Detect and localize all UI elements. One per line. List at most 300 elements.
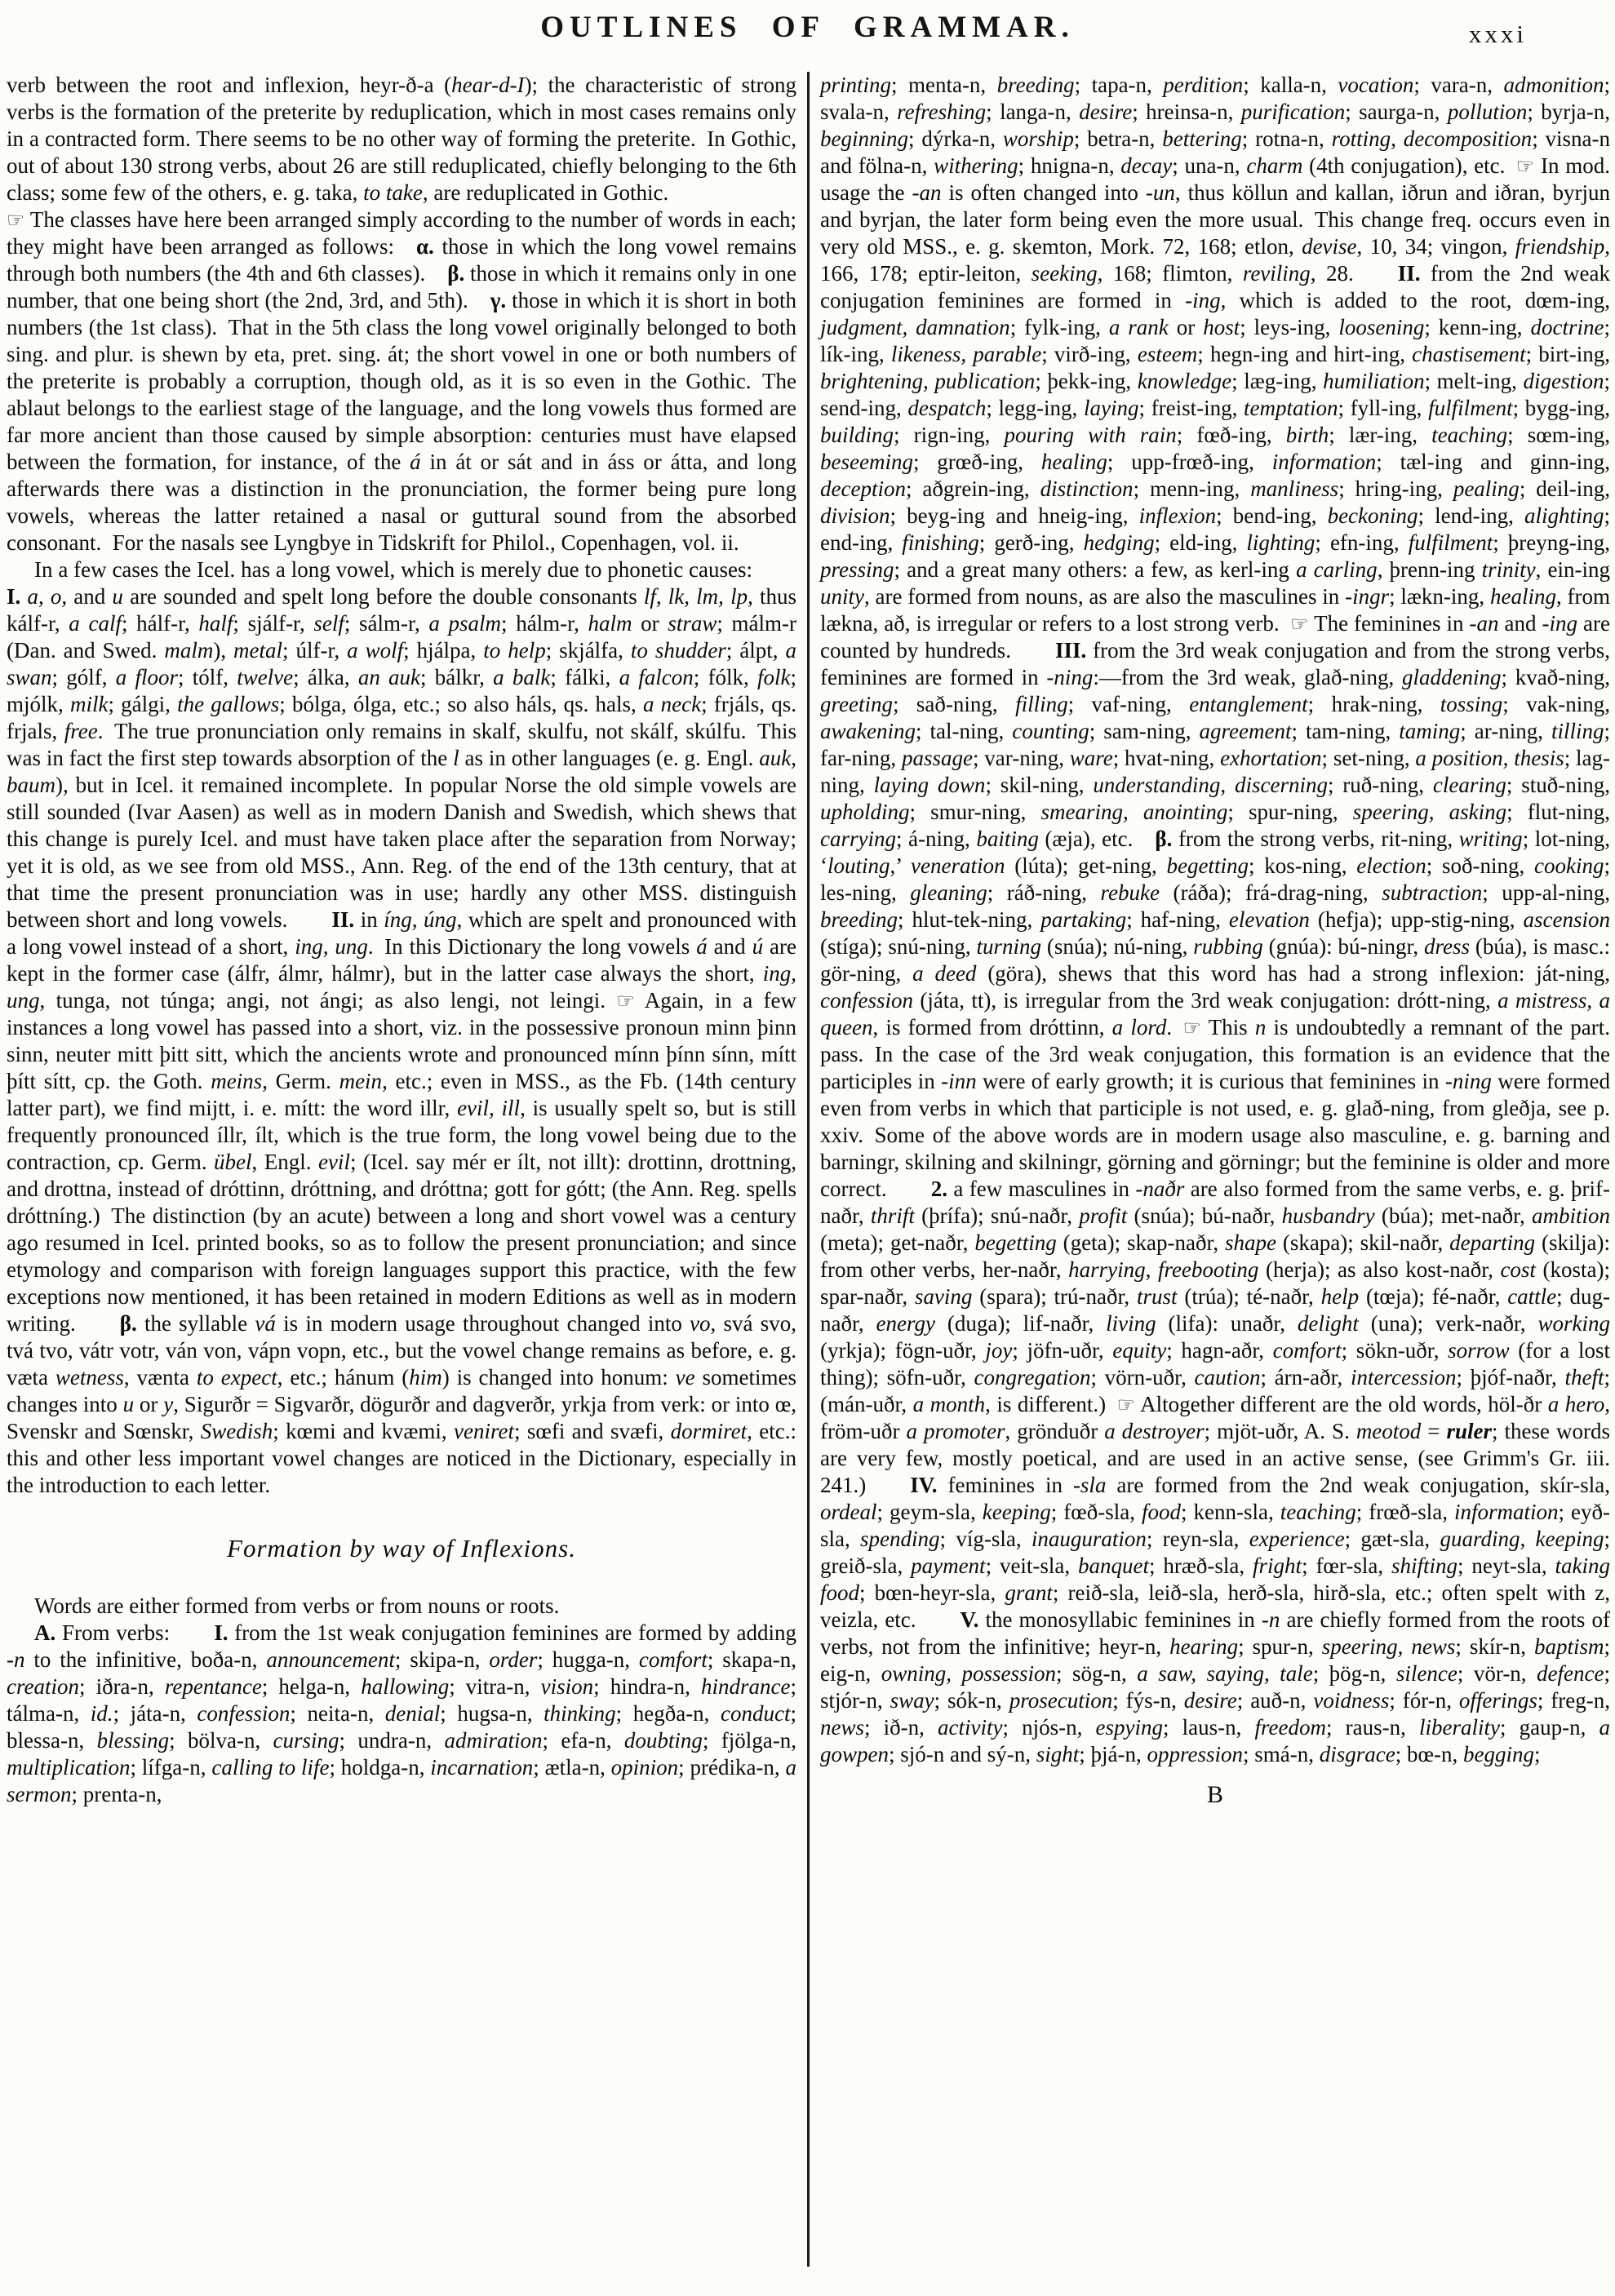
text-run: ; flut-ning,	[1506, 800, 1610, 824]
text-run: ; svala-n,	[820, 73, 1610, 124]
paragraph-classes-note	[7, 206, 796, 556]
text-run: comfort	[1272, 1338, 1342, 1363]
text-run: ; sœfi and svæfi,	[513, 1419, 671, 1443]
text-run: ing, ung	[7, 961, 796, 1013]
text-run: , etc.; even in MSS., as the Fb. (14th century latter part), we find mijtt, i. e. mítt: the word illr,	[7, 1069, 796, 1120]
text-run: Swedish	[200, 1419, 273, 1443]
text-run: healing	[1489, 584, 1556, 609]
text-run: ; mjöt-uðr, A. S.	[1204, 1419, 1356, 1443]
text-run: (æja), etc.	[1038, 827, 1156, 851]
text-run: hear-d-I	[451, 73, 525, 97]
text-run: , svá svo, tvá tvo, vátr votr, ván von, vápn vopn, etc., but the vowel change remains as before, e. g. væta	[7, 1311, 796, 1390]
text-run: ; laus-n,	[1163, 1715, 1255, 1740]
text-run: the monosyllabic feminines in	[978, 1607, 1262, 1632]
text-run: digestion	[1523, 369, 1604, 393]
text-run: ;	[1533, 1742, 1541, 1766]
text-run: a month	[912, 1392, 986, 1416]
text-run: ; langa-n,	[986, 100, 1080, 124]
text-run: espying	[1095, 1715, 1163, 1740]
text-run: harrying, freebooting	[1068, 1257, 1259, 1282]
text-run: ; betra-n,	[1073, 126, 1163, 151]
text-run: á	[696, 934, 708, 959]
text-run: , tunga, not túnga; angi, not ángi; as also lengi, not leingi.	[39, 988, 617, 1013]
text-run: husbandry	[1281, 1203, 1375, 1228]
text-run: charm	[1246, 153, 1303, 178]
text-run: hedging	[1083, 530, 1155, 555]
text-run: This	[1201, 1015, 1255, 1039]
text-run: evil, ill	[457, 1096, 521, 1120]
text-run: (ráða); frá-drag-ning,	[1160, 880, 1382, 905]
text-run: profit	[1079, 1203, 1128, 1228]
paragraph-words-intro	[7, 1593, 796, 1620]
text-run: ; sökn-uðr,	[1341, 1338, 1449, 1363]
text-run: -an	[1469, 611, 1499, 636]
text-run: übel	[214, 1150, 252, 1174]
text-run: fulfilment	[1428, 396, 1513, 420]
text-run: ; bœ-n,	[1395, 1742, 1463, 1766]
text-run: ; vörn-uðr,	[1090, 1365, 1195, 1390]
text-run: ; þekk-ing,	[1035, 369, 1138, 393]
text-run: taking food	[820, 1554, 1610, 1605]
text-run: help	[1320, 1284, 1360, 1309]
text-run: speering, asking	[1352, 800, 1507, 824]
text-run: ; fyll-ing,	[1338, 396, 1429, 420]
text-run: In a few cases the Icel. has a long vowel, which is merely due to phonetic causes:	[34, 557, 796, 582]
text-run: alighting	[1524, 503, 1604, 528]
text-run: reviling	[1242, 261, 1311, 286]
text-run: ; hnigna-n,	[1018, 153, 1121, 178]
text-run: rebuke	[1100, 880, 1160, 905]
text-run: information	[1453, 1500, 1559, 1524]
text-run: -un	[1145, 180, 1175, 205]
text-run: , thus köllun and kallan, iðrun and iðran, byrjun and byrjan, the later form being even the more usual. This change freq. occurs even in very old MSS., e. g. skemton, Mork. 72, 168; etlon,	[820, 180, 1610, 259]
text-run: ; eig-n,	[820, 1634, 1611, 1686]
text-run: The feminines in	[1308, 611, 1470, 636]
text-run: ; efa-n,	[542, 1728, 624, 1753]
text-columns	[7, 72, 1610, 2296]
text-run: ; vara-n,	[1413, 73, 1504, 97]
text-run: ; end-ing,	[820, 503, 1610, 555]
text-run: worship	[1002, 126, 1074, 151]
text-run: baptism	[1533, 1634, 1604, 1659]
text-run: -ingr	[1345, 584, 1390, 609]
text-run: ; málm-r (Dan. and Swed.	[7, 611, 796, 663]
text-run: ; hjálpa,	[403, 638, 484, 663]
text-run: a balk	[493, 665, 551, 689]
text-run: (göra), shews that this word has had a strong inflexion: ját-ning,	[976, 961, 1610, 986]
text-run: a mistress, a queen	[820, 988, 1611, 1039]
text-run: multiplication	[7, 1755, 131, 1780]
text-run: milk	[69, 692, 109, 716]
text-run: as in other languages (e. g. Engl.	[459, 746, 760, 770]
text-run: metal	[233, 638, 283, 663]
text-run: ; bygg-ing,	[1512, 396, 1611, 420]
text-run: ; tam-ning,	[1291, 719, 1400, 743]
text-run: ; prenta-n,	[71, 1782, 162, 1806]
text-run: ),	[213, 638, 234, 663]
text-run: ; hálf-r,	[121, 611, 199, 636]
text-run: ; dug-naðr,	[820, 1284, 1610, 1336]
text-run: ; veit-sla,	[985, 1554, 1079, 1578]
text-run: rubbing	[1193, 934, 1263, 959]
text-run: ; raus-n,	[1326, 1715, 1419, 1740]
text-run: loosening	[1338, 315, 1425, 339]
text-run: ; lífga-n,	[130, 1755, 212, 1780]
text-run: inflexion	[1138, 503, 1217, 528]
text-run: -sla	[1072, 1473, 1107, 1497]
text-run: bettering	[1162, 126, 1242, 151]
text-run: a swan	[7, 638, 796, 689]
text-run: cursing	[273, 1728, 339, 1753]
text-run: likeness, parable	[890, 342, 1042, 366]
text-run: ; sók-n,	[934, 1688, 1009, 1713]
text-run: are formed from the 2nd weak conjugation, skír-sla,	[1106, 1473, 1610, 1497]
text-run: blessing	[96, 1728, 170, 1753]
text-run: ; kalla-n,	[1243, 73, 1338, 97]
text-run: ; tæl-ing and ginn-ing,	[1376, 450, 1611, 474]
text-run: ; álpt,	[725, 638, 786, 663]
text-run: , is formed from dróttinn,	[872, 1015, 1112, 1039]
text-run: are counted by hundreds.	[820, 611, 1611, 663]
text-run: ); the characteristic of strong verbs is the formation of the preterite by reduplication, which in most cases remains only in a contracted form. There seems to be no other way of forming the preterite. In Gothic, out of about 130 strong verbs, about 26 are still reduplicated, chiefly belonging to the 6th class; some few of the others, e. g. taka,	[7, 73, 796, 205]
text-run: ) is changed into honum:	[441, 1365, 676, 1390]
text-run: dormiret	[670, 1419, 748, 1443]
text-run: ; hræð-sla,	[1149, 1554, 1253, 1578]
text-run: veniret	[453, 1419, 514, 1443]
text-run: (4th conjugation), etc.	[1302, 153, 1516, 178]
text-run: begetting	[974, 1230, 1057, 1255]
text-run: (tœja); fé-naðr,	[1359, 1284, 1508, 1309]
text-run: , 28.	[1310, 261, 1398, 286]
text-run: doubting	[623, 1728, 703, 1753]
text-run: banquet	[1078, 1554, 1150, 1578]
text-run: ; reyn-sla,	[1146, 1527, 1249, 1551]
text-run: , are reduplicated in Gothic.	[422, 180, 669, 205]
text-run: , Engl.	[251, 1150, 318, 1174]
text-run: tilling	[1551, 719, 1604, 743]
text-run: ; ráð-ning,	[987, 880, 1101, 905]
text-run: creation	[7, 1674, 79, 1699]
text-run: ; bölva-n,	[169, 1728, 273, 1753]
text-run: ; lag-ning,	[820, 746, 1611, 797]
text-run: mein	[339, 1069, 383, 1093]
text-run: , from lækna, að, is irregular or refers to a lost strong verb.	[820, 584, 1611, 636]
text-run: ; reið-sla, leið-sla, herð-sla, hirð-sla, etc.; often spelt with z, veizla, etc.	[820, 1580, 1610, 1632]
text-run: greeting	[820, 692, 893, 716]
text-run: ; virð-ing,	[1041, 342, 1138, 366]
text-run: a neck	[642, 692, 702, 716]
text-run: ; kvað-ning,	[1501, 665, 1611, 689]
text-run: pressing	[820, 557, 894, 582]
text-run: announcement	[266, 1647, 395, 1672]
text-run: and	[707, 934, 752, 959]
text-run: brightening, publication	[820, 369, 1036, 393]
text-run: sorrow	[1448, 1338, 1510, 1363]
text-run: ; haf-ning,	[1126, 907, 1229, 932]
text-run: , grönduðr	[1005, 1419, 1105, 1443]
text-run: sometimes changes into	[7, 1365, 796, 1416]
text-run: ; (mán-uðr,	[820, 1365, 1610, 1416]
text-run: ware	[1069, 746, 1113, 770]
text-run: vá	[255, 1311, 276, 1336]
text-run: or	[632, 611, 668, 636]
text-run: ; bœn-heyr-sla,	[859, 1580, 1005, 1605]
text-run: (una); verk-naðr,	[1358, 1311, 1538, 1336]
text-run: esteem	[1137, 342, 1198, 366]
text-run: ; mjólk,	[7, 665, 796, 716]
text-run: á	[410, 450, 421, 474]
text-run: intercession	[1351, 1365, 1457, 1390]
text-run: ruler	[1446, 1419, 1493, 1443]
text-run: ; ruð-ning,	[1327, 773, 1433, 797]
text-run: baiting	[976, 827, 1039, 851]
manicule-icon: ☞	[616, 989, 635, 1013]
text-run: gleaning	[910, 880, 987, 905]
text-run: ; these words are very few, mostly poetical, and are used in an active sense, (see Grimm's Gr. iii. 241.)	[820, 1419, 1611, 1497]
text-run: hearing	[1169, 1634, 1239, 1659]
text-run: (hefja); upp-stig-ning,	[1309, 907, 1524, 932]
text-run: cooking	[1533, 853, 1604, 878]
text-run: ; menn-ing,	[1133, 476, 1251, 501]
text-run: saving	[914, 1284, 973, 1309]
text-run: a saw, saying, tale	[1137, 1661, 1313, 1686]
text-run: , which are spelt and pronounced with a long vowel instead of a short,	[7, 907, 796, 959]
text-run: ; una-n,	[1172, 153, 1247, 178]
text-run: a destroyer	[1104, 1419, 1205, 1443]
text-run: γ.	[490, 288, 507, 312]
text-run: ; upp-al-ning,	[1482, 880, 1610, 905]
text-run: a falcon	[619, 665, 694, 689]
text-run: equity	[1112, 1338, 1167, 1363]
text-run: confession	[197, 1701, 291, 1726]
text-run: ; lot-ning, ‘	[820, 827, 1610, 878]
text-run: ; freist-ing,	[1138, 396, 1245, 420]
text-run: , vænta	[123, 1365, 197, 1390]
text-run: -an	[912, 180, 942, 205]
text-run: counting	[1012, 719, 1089, 743]
text-run: a, o,	[27, 584, 68, 609]
text-run: knowledge	[1137, 369, 1232, 393]
text-run: printing	[820, 73, 892, 97]
text-run: ; saurga-n,	[1345, 100, 1448, 124]
text-run: freedom	[1254, 1715, 1326, 1740]
text-run: fright	[1253, 1554, 1302, 1578]
text-run: II.	[331, 907, 355, 932]
text-run: temptation	[1244, 396, 1338, 420]
text-run: shifting	[1391, 1554, 1458, 1578]
text-run: (gnúa): bú-ningr,	[1262, 934, 1424, 959]
text-run: begging	[1462, 1742, 1534, 1766]
text-run: ; gálgi,	[108, 692, 178, 716]
text-run: (búa), is masc.: gör-ning,	[820, 934, 1611, 986]
text-run: , is different.)	[985, 1392, 1117, 1416]
text-run: are chiefly formed from the roots of verbs, not from the infinitive; heyr-n,	[820, 1607, 1610, 1659]
text-run: ; efn-ing,	[1315, 530, 1409, 555]
text-run: conduct	[721, 1701, 791, 1726]
page-number: xxxi	[1468, 20, 1527, 48]
text-run: in át or sát and in áss or átta, and long afterwards there was a distinction in the pronunciation, the former being pure long vowels, whereas the latter retained a nasal or guttural sound from the absorbed consonant. For the nasals see Lyngbye in Tidskrift for Philol., Copenhagen, vol. ii.	[7, 450, 796, 555]
text-run: (duga); lif-naðr,	[934, 1311, 1107, 1336]
text-run: ; rign-ing,	[894, 423, 1005, 447]
text-run: Words are either formed from verbs or from nouns or roots.	[34, 1593, 560, 1618]
text-run: Altogether different are the old words, höl-ðr	[1135, 1392, 1548, 1416]
text-run: ; var-ning,	[972, 746, 1070, 770]
text-run: ; sjálf-r,	[233, 611, 314, 636]
text-run: from the 1st weak conjugation feminines are formed by adding	[228, 1620, 796, 1645]
text-run: turning	[976, 934, 1041, 959]
text-run: thinking	[544, 1701, 616, 1726]
text-run: ; álka,	[293, 665, 358, 689]
text-run: ; fjölga-n,	[702, 1728, 797, 1753]
text-run: theft	[1564, 1365, 1604, 1390]
text-run: ), but in Icel. it remained incomplete. In popular Norse the old simple vowels are still sounded (Ivar Aasen) as well as in modern Danish and Swedish, which shews that this change is purely Icel. and must have taken place after the separation from Norway; yet it is old, as we see from old MSS., Ann. Reg. of the end of the 13th century, that at that time the present pronunciation was in use; hardly any other MSS. distinguish between short and long vowels.	[7, 773, 796, 932]
text-run: those in which it is short in both numbers (the 1st class). That in the 5th class the long vowel originally belonged to both sing. and plur. is shewn by eta, pret. sing. át; the short vowel in one or both numbers of the preterite is probably a corruption, though old, as it is so even in the Gothic. The ablaut belongs to the earliest stage of the language, and the long vowels thus formed are far more ancient than those caused by simple absorption: centuries must have elapsed between the formation, for instance, of the	[7, 288, 796, 474]
text-run: to the infinitive, boða-n,	[24, 1647, 267, 1672]
text-run: ; hreinsa-n,	[1132, 100, 1241, 124]
text-run: self	[313, 611, 344, 636]
text-run: passage	[901, 746, 973, 770]
text-run: ; freg-n,	[1537, 1688, 1611, 1713]
text-run: ; upp-frœð-ing,	[1107, 450, 1272, 474]
text-run: (for a lost thing); söfn-uðr,	[820, 1338, 1611, 1390]
text-run: a gowpen	[820, 1715, 1610, 1766]
text-run: (spara); trú-naðr,	[972, 1284, 1137, 1309]
text-run: ; kœmi and kvæmi,	[273, 1419, 454, 1443]
text-run: malm	[164, 638, 214, 663]
text-run: from the strong verbs, rit-ning,	[1172, 827, 1459, 851]
text-run: breeding	[996, 73, 1075, 97]
text-run: agreement	[1199, 719, 1292, 743]
text-run: ; bálkr,	[420, 665, 494, 689]
text-run: ; ið-n,	[864, 1715, 938, 1740]
text-run: ; árn-aðr,	[1260, 1365, 1351, 1390]
text-run: (geta); skap-naðr,	[1056, 1230, 1225, 1255]
text-run: ; fœð-sla,	[1050, 1500, 1142, 1524]
text-run: (lúta); get-ning,	[1005, 853, 1167, 878]
text-run: ; helga-n,	[261, 1674, 362, 1699]
text-run: ; kos-ning,	[1248, 853, 1357, 878]
text-run: ; vaf-ning,	[1067, 692, 1190, 716]
text-run: entanglement	[1189, 692, 1308, 716]
text-run: upholding	[820, 800, 910, 824]
text-run: Formation by way of Inflexions.	[227, 1534, 576, 1562]
text-run: ; birt-ing,	[1525, 342, 1610, 366]
text-run: cattle	[1507, 1284, 1557, 1309]
text-run: joy	[985, 1338, 1013, 1363]
text-run: were of early growth; it is curious that feminines in	[976, 1069, 1445, 1093]
manicule-icon: ☞	[1290, 612, 1309, 636]
text-run: , fröm-uðr	[820, 1392, 1610, 1443]
text-run: ; visna-n and fölna-n,	[820, 126, 1610, 178]
text-run: β.	[119, 1311, 137, 1336]
text-run: , þrenn-ing	[1377, 557, 1482, 582]
text-run: ; smur-ning,	[909, 800, 1041, 824]
text-run: the gallows	[177, 692, 280, 716]
text-run: ; auð-n,	[1236, 1688, 1314, 1713]
text-run: keeping	[982, 1500, 1051, 1524]
text-run: From verbs:	[55, 1620, 215, 1645]
text-run: (snúa); nú-ning,	[1040, 934, 1194, 959]
text-run: calling to life	[211, 1755, 330, 1780]
text-run: a position, thesis	[1415, 746, 1564, 770]
text-run: ; skjálfa,	[545, 638, 631, 663]
text-run: ; greið-sla,	[820, 1527, 1610, 1578]
text-run: devise	[1302, 234, 1357, 259]
text-run: ; melt-ing,	[1424, 369, 1524, 393]
text-run: -ning	[1444, 1069, 1492, 1093]
text-run: despatch	[907, 396, 987, 420]
text-run: , 10, 34; vingon,	[1356, 234, 1515, 259]
text-run: from the 2nd weak conjugation feminines are formed in	[820, 261, 1611, 312]
text-run: ; byrja-n,	[1527, 100, 1610, 124]
text-run: ; dýrka-n,	[908, 126, 1003, 151]
text-run: α.	[415, 234, 434, 259]
text-run: admonition	[1503, 73, 1604, 97]
text-run: trinity	[1481, 557, 1536, 582]
text-run: ; gólf,	[51, 665, 116, 689]
text-run: exhortation	[1220, 746, 1322, 770]
text-run: ; þjá-n,	[1079, 1742, 1147, 1766]
text-run: the syllable	[136, 1311, 255, 1336]
text-run: ; hagn-aðr,	[1166, 1338, 1273, 1363]
text-run: , etc.; hánum (	[277, 1365, 410, 1390]
left-column	[7, 72, 796, 2296]
text-run: ; lík-ing,	[820, 315, 1610, 366]
text-run: begetting	[1166, 853, 1249, 878]
text-run: ; set-ning,	[1321, 746, 1416, 770]
text-run: . In this Dictionary the long vowels	[367, 934, 697, 959]
text-run: ; úlf-r,	[282, 638, 348, 663]
manicule-icon: ☞	[1515, 154, 1535, 178]
text-run: ; frjáls, qs. frjals,	[7, 692, 796, 743]
text-run: are sounded and spelt long before the double consonants	[122, 584, 644, 609]
text-run: understanding, discerning	[1093, 773, 1328, 797]
text-run: ; sœm-ing,	[1507, 423, 1610, 447]
text-run: awakening	[820, 719, 916, 743]
text-run: cost	[1500, 1257, 1536, 1282]
text-run: (kosta); spar-naðr,	[820, 1257, 1610, 1309]
text-run: . The true pronunciation only remains in skalf, skulfu, not skálf, skúlfu. This was in fact the first step towards absorption of the	[7, 719, 796, 770]
text-run: u	[122, 1392, 135, 1416]
text-run: incarnation	[430, 1755, 534, 1780]
text-run: ; hugsa-n,	[440, 1701, 544, 1726]
text-run: elevation	[1228, 907, 1310, 932]
text-run: chastisement	[1412, 342, 1526, 366]
text-run: ve	[675, 1365, 695, 1390]
text-run: friendship	[1515, 234, 1605, 259]
text-run: ; á-ning,	[895, 827, 977, 851]
text-run: ; sög-n,	[1055, 1661, 1138, 1686]
text-run: purification	[1240, 100, 1346, 124]
text-run: or	[1168, 315, 1204, 339]
text-run: ing, ung	[295, 934, 368, 959]
text-run: vocation	[1338, 73, 1414, 97]
text-run: trust	[1137, 1284, 1178, 1309]
text-run: ; tal-ning,	[915, 719, 1013, 743]
text-run: V.	[960, 1607, 979, 1632]
text-run: (játa, tt), is irregular from the 3rd weak conjugation: drótt-ning,	[913, 988, 1498, 1013]
text-run: , thus kálf-r,	[7, 584, 797, 636]
text-run: ; smá-n,	[1243, 1742, 1320, 1766]
text-run: teaching	[1280, 1500, 1356, 1524]
text-run: rotting, decomposition	[1331, 126, 1533, 151]
text-run: comfort	[638, 1647, 708, 1672]
text-run: ; ætla-n,	[533, 1755, 611, 1780]
paragraph-from-verbs	[7, 1620, 796, 1808]
text-run: ; sam-ning,	[1089, 719, 1200, 743]
text-run: ; gaup-n,	[1499, 1715, 1599, 1740]
text-run: u	[112, 584, 123, 609]
